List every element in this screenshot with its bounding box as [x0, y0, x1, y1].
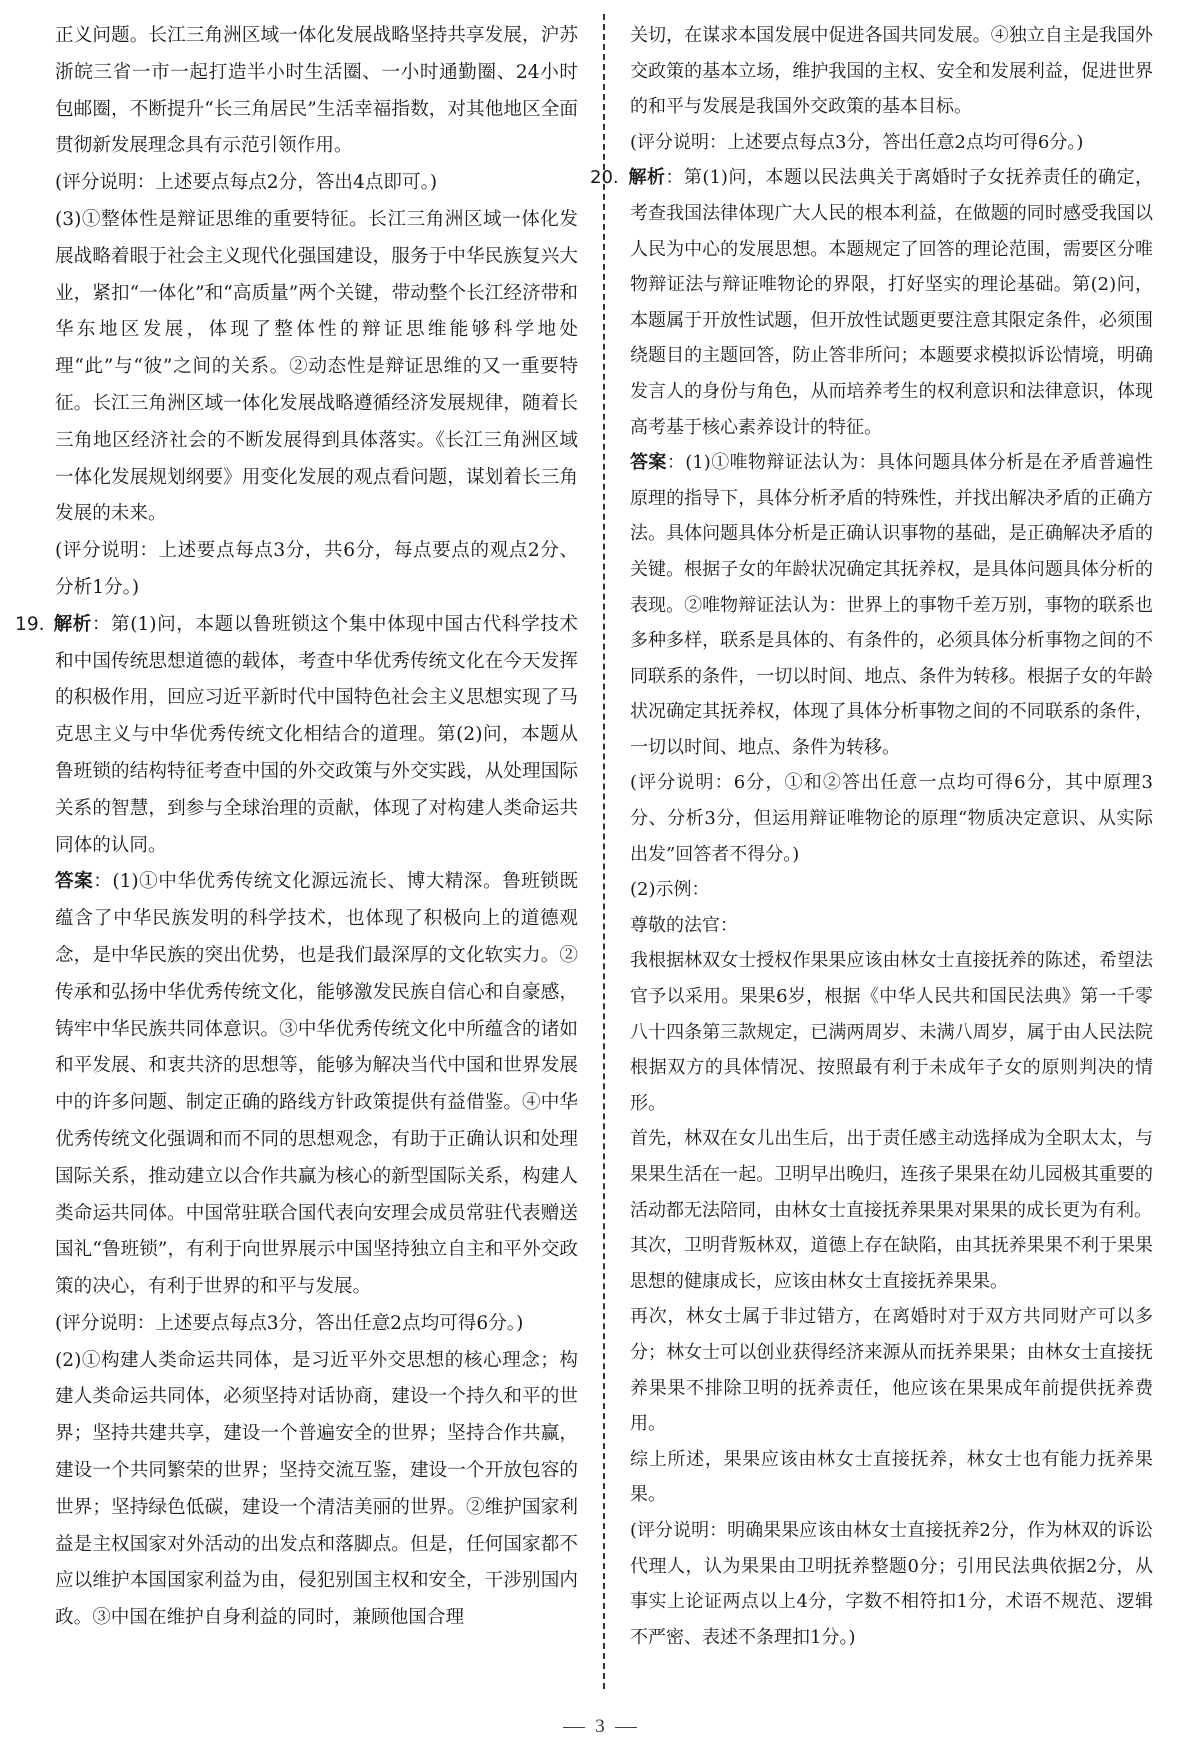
q19-scoring-note-2: (评分说明：上述要点每点3分，答出任意2点均可得6分。) [630, 131, 1084, 153]
q20-statement-third: 再次，林女士属于非过错方，在离婚时对于双方共同财产可以多分；林女士可以创业获得经济来源从而抚养果果；由林女士直接抚养果果不排除卫明的抚养责任，他应该在果果成年前提供抚养费用。 [630, 1306, 1153, 1435]
q19-part2-answer: (2)①构建人类命运共同体，是习近平外交思想的核心理念；构建人类命运共同体，必须坚持对话协商，建设一个持久和平的世界；坚持共建共享，建设一个普遍安全的世界；坚持合作共赢，建设一个共同繁荣的世界；坚持交流互鉴，建设一个开放包容的世界；坚持绿色低碳，建设一个清洁美丽的世界。②维护国家利益是主权国家对外活动的出发点和落脚点。但是，任何国家都不应以维护本国国家利益为由，侵犯别国主权和安全，干涉别国内政。③中国在维护自身利益的同时，兼顾他国合理 [55, 1349, 578, 1629]
page-footer [0, 1716, 1200, 1738]
q20-scoring-note-2: (评分说明：明确果果应该由林女士直接抚养2分，作为林双的诉讼代理人，认为果果由卫明抚养整题0分；引用民法典依据2分，从事实上论证两点以上4分，字数不相符扣1分，术语不规范、逻辑不严密、表述不条理扣1分。) [630, 1519, 1153, 1648]
q19-part2-continued: 关切，在谋求本国发展中促进各国共同发展。④独立自主是我国外交政策的基本立场，维护我国的主权、安全和发展利益，促进世界的和平与发展是我国外交政策的基本目标。 [630, 25, 1153, 118]
q19-analysis-text: ：第(1)问，本题以鲁班锁这个集中体现中国古代科学技术和中国传统思想道德的载体，考查中华优秀传统文化在今天发挥的积极作用，回应习近平新时代中国特色社会主义思想实现了马克思主义与中华优秀传统文化相结合的道理。第(2)问，本题从鲁班锁的结构特征考查中国的外交政策与外交实践，从处理国际关系的智慧，到参与全球治理的贡献，体现了对构建人类命运共同体的认同。 [55, 613, 578, 856]
q20-salutation: 尊敬的法官： [630, 914, 738, 936]
q19-scoring-note-1: (评分说明：上述要点每点3分，答出任意2点均可得6分。) [55, 1312, 524, 1334]
q20-analysis-text: ：第(1)问，本题以民法典关于离婚时子女抚养责任的确定，考查我国法律体现广大人民的根本利益，在做题的同时感受我国以人民为中心的发展思想。本题规定了回答的理论范围，需要区分唯物辩证法与辩证唯物论的界限，打好坚实的理论基础。第(2)问，本题属于开放性试题，但开放性试题更要注意其限定条件，必须围绕题目的主题回答，防止答非所问；本题要求模拟诉讼情境，明确发言人的身份与角色，从而培养考生的权利意识和法律意识，体现高考基于核心素养设计的特征。 [630, 167, 1154, 438]
footer-dash-right [615, 1727, 637, 1728]
q20-part2-heading: (2)示例： [630, 879, 710, 901]
q19-number: 19. [15, 613, 45, 635]
q18-scoring-note-2: (评分说明：上述要点每点2分，答出4点即可。) [55, 172, 438, 194]
q20-statement-second: 其次，卫明背叛林双，道德上存在缺陷，由其抚养果果不利于果果思想的健康成长，应该由林女士直接抚养果果。 [630, 1235, 1153, 1292]
q19-analysis-label: 解析 [53, 613, 92, 635]
q20-answer [630, 445, 1153, 765]
q20-analysis-label: 解析 [628, 167, 666, 189]
q19-answer-text: ：(1)①中华优秀传统文化源远流长、博大精深。鲁班锁既蕴含了中华民族发明的科学技术，也体现了积极向上的道德观念，是中华民族的突出优势，也是我们最深厚的文化软实力。②传承和弘扬中华优秀传统文化，能够激发民族自信心和自豪感，铸牢中华民族共同体意识。③中华优秀传统文化中所蕴含的诸如和平发展、和衷共济的思想等，能够为解决当代中国和世界发展中的许多问题、制定正确的路线方针政策提供有益借鉴。④中华优秀传统文化强调和而不同的思想观念，有助于正确认识和处理国际关系，推动建立以合作共赢为核心的新型国际关系，构建人类命运共同体。中国常驻联合国代表向安理会成员常驻代表赠送国礼“鲁班锁”，有利于向世界展示中国坚持独立自主和平外交政策的决心，有利于世界的和平与发展。 [55, 871, 578, 1298]
q19-analysis [15, 607, 578, 865]
q20-statement-intro: 我根据林双女士授权作果果应该由林女士直接抚养的陈述，希望法官予以采用。果果6岁，根据《中华人民共和国民法典》第一千零八十四条第三款规定，已满两周岁、未满八周岁，属于由人民法院根据双方的具体情况、按照最有利于未成年子女的原则判决的情形。 [630, 950, 1153, 1114]
q18-part3-answer: (3)①整体性是辩证思维的重要特征。长江三角洲区域一体化发展战略着眼于社会主义现代化强国建设，服务于中华民族复兴大业，紧扣“一体化”和“高质量”两个关键，带动整个长江经济带和华东地区发展，体现了整体性的辩证思维能够科学地处理“此”与“彼”之间的关系。②动态性是辩证思维的又一重要特征。长江三角洲区域一体化发展战略遵循经济发展规律，随着长三角地区经济社会的不断发展得到具体落实。《长江三角洲区域一体化发展规划纲要》用变化发展的观点看问题，谋划着长三角发展的未来。 [55, 208, 578, 525]
q20-statement-conclusion: 综上所述，果果应该由林女士直接抚养，林女士也有能力抚养果果。 [630, 1448, 1153, 1506]
q20-analysis [590, 160, 1154, 445]
q20-answer-text: ：(1)①唯物辩证法认为：具体问题具体分析是在矛盾普遍性原理的指导下，具体分析矛盾的特殊性，并找出解决矛盾的正确方法。具体问题具体分析是正确认识事物的基础，是正确解决矛盾的关键。根据子女的年龄状况确定其抚养权，是具体问题具体分析的表现。②唯物辩证法认为：世界上的事物千差万别，事物的联系也多种多样，联系是具体的、有条件的，必须具体分析事物之间的不同联系的条件，一切以时间、地点、条件为转移。根据子女的年龄状况确定其抚养权，体现了具体分析事物之间的不同联系的条件，一切以时间、地点、条件为转移。 [630, 452, 1154, 758]
q18-continued-paragraph: 正义问题。长江三角洲区域一体化发展战略坚持共享发展，沪苏浙皖三省一市一起打造半小时生活圈、一小时通勤圈、24小时包邮圈，不断提升“长三角居民”生活幸福指数，对其他地区全面贯彻新发展理念具有示范引领作用。 [55, 25, 578, 157]
q19-answer [55, 864, 578, 1306]
q19-answer-label: 答案 [55, 871, 94, 893]
q20-number: 20. [590, 167, 619, 189]
q20-scoring-note-1: (评分说明：6分，①和②答出任意一点均可得6分，其中原理3分、分析3分，但运用辩证唯物论的原理“物质决定意识、从实际出发”回答者不得分。) [630, 772, 1153, 865]
left-column [15, 18, 578, 1637]
footer-dash-left [563, 1727, 585, 1728]
page-number: 3 [595, 1716, 605, 1737]
q20-answer-label: 答案 [630, 452, 667, 474]
right-column [590, 18, 1154, 1655]
q20-statement-first: 首先，林双在女儿出生后，出于责任感主动选择成为全职太太，与果果生活在一起。卫明早出晚归，连孩子果果在幼儿园极其重要的活动都无法陪同，由林女士直接抚养果果对果果的成长更为有利。 [630, 1128, 1153, 1221]
q18-scoring-note-3: (评分说明：上述要点每点3分，共6分，每点要点的观点2分、分析1分。) [55, 540, 578, 598]
column-divider [603, 14, 605, 1689]
